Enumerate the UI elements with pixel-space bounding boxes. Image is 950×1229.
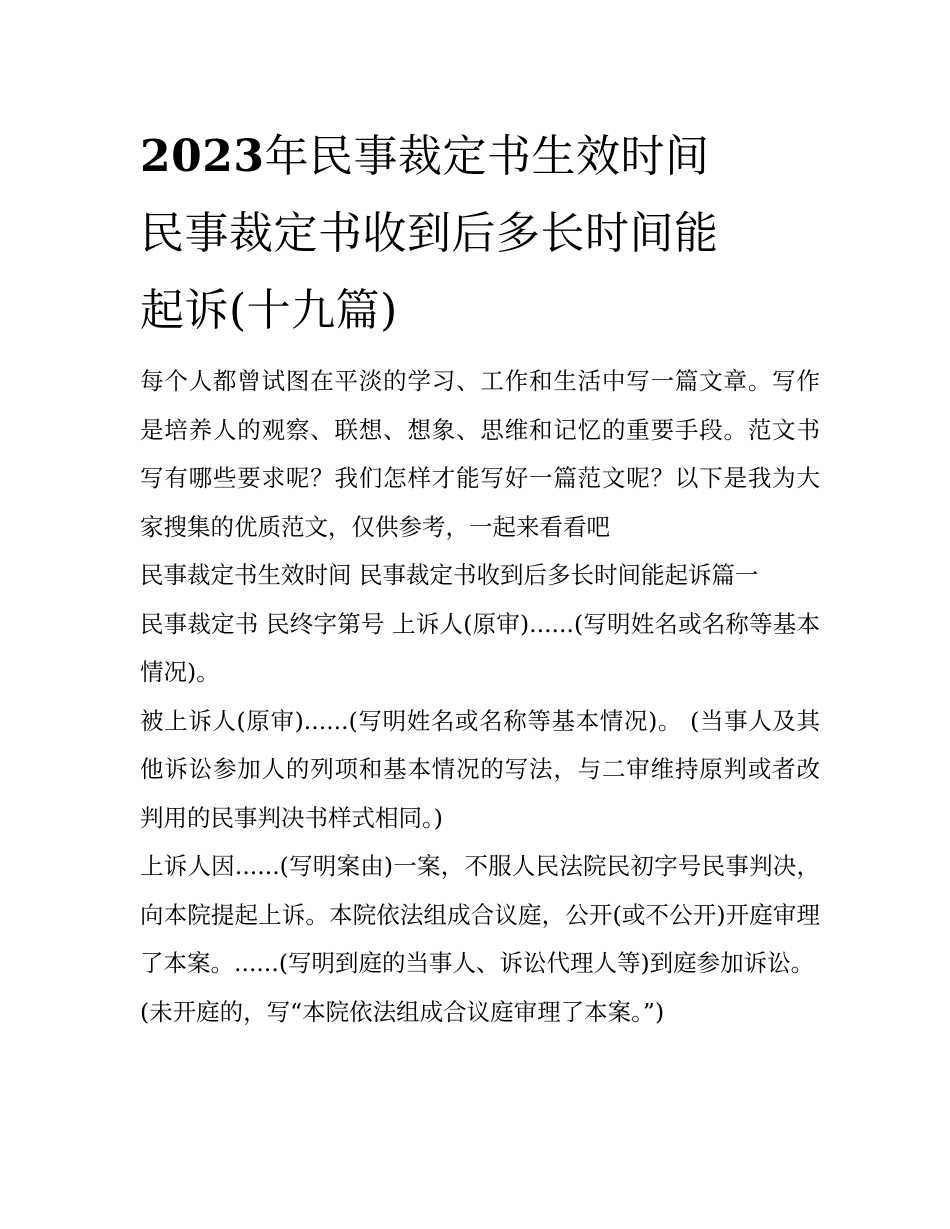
document-content bbox=[140, 118, 820, 1036]
title-line-1: 年民事裁定书生效时间 bbox=[264, 131, 710, 182]
title-year: 2023 bbox=[140, 131, 265, 182]
paragraph: 民事裁定书 民终字第号 上诉人(原审)......(写明姓名或名称等基本情况)。 bbox=[140, 609, 820, 686]
title-line-3: 起诉(十九篇) bbox=[140, 285, 398, 336]
section-heading: 民事裁定书生效时间 民事裁定书收到后多长时间能起诉篇一 bbox=[140, 561, 759, 589]
intro-paragraph: 每个人都曾试图在平淡的学习、工作和生活中写一篇文章。写作是培养人的观察、联想、想象、思维和记忆的重要手段。范文书写有哪些要求呢？我们怎样才能写好一篇范文呢？以下是我为大家搜集的优质范文，仅供参考，一起来看看吧 bbox=[140, 367, 820, 541]
title-line-2: 民事裁定书收到后多长时间能 bbox=[140, 208, 719, 259]
paragraph: 被上诉人(原审)......(写明姓名或名称等基本情况)。 (当事人及其他诉讼参加人的列项和基本情况的写法，与二审维持原判或者改判用的民事判决书样式相同。) bbox=[140, 706, 820, 832]
document-body bbox=[140, 357, 820, 1036]
document-title bbox=[140, 118, 820, 349]
paragraph: 上诉人因......(写明案由)一案，不服人民法院民初字号民事判决，向本院提起上诉。本院依法组成合议庭，公开(或不公开)开庭审理了本案。......(写明到庭的当事人、诉讼代理人等)到庭参加诉讼。 bbox=[140, 852, 820, 977]
paragraph: (未开庭的，写“本院依法组成合议庭审理了本案。”) bbox=[140, 997, 665, 1026]
